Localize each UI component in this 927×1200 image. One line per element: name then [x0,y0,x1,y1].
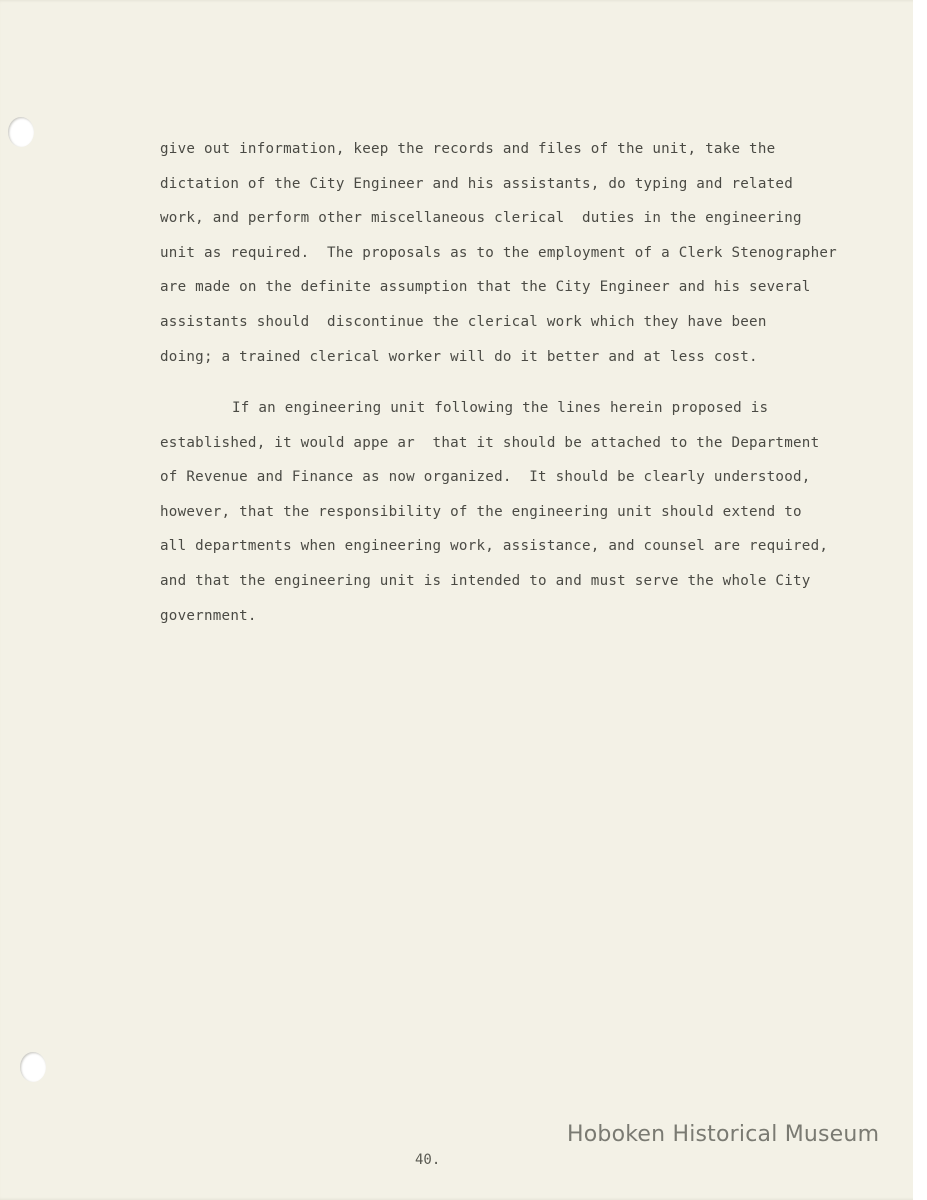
punch-hole-bottom [20,1052,46,1082]
text-line: dictation of the City Engineer and his assistants, do typing and related [160,175,793,192]
text-line: however, that the responsibility of the engineering unit should extend to [160,503,802,520]
text-line: If an engineering unit following the lines herein proposed is [232,400,769,416]
museum-watermark: Hoboken Historical Museum [567,1122,880,1147]
text-line: are made on the definite assumption that the City Engineer and his several [160,279,811,296]
text-line: established, it would appe ar that it should be attached to the Department [160,434,820,451]
text-line: assistants should discontinue the clerical work which they have been [160,313,767,330]
page-number: 40. [415,1152,441,1168]
paragraph-2 [160,391,880,633]
scan-edge [913,0,920,1200]
text-line: all departments when engineering work, assistance, and counsel are required, [160,538,829,555]
text-line: and that the engineering unit is intended to and must serve the whole City [160,572,811,589]
text-line: give out information, keep the records and files of the unit, take the [160,141,776,157]
text-line: work, and perform other miscellaneous clerical duties in the engineering [160,210,802,227]
text-line: doing; a trained clerical worker will do it better and at less cost. [160,348,758,365]
text-line: unit as required. The proposals as to the employment of a Clerk Stenographer [160,244,837,261]
text-line: government. [160,607,257,624]
text-line: of Revenue and Finance as now organized. It should be clearly understood, [160,469,811,486]
paragraph-1 [160,132,880,374]
punch-hole-top [8,117,34,147]
